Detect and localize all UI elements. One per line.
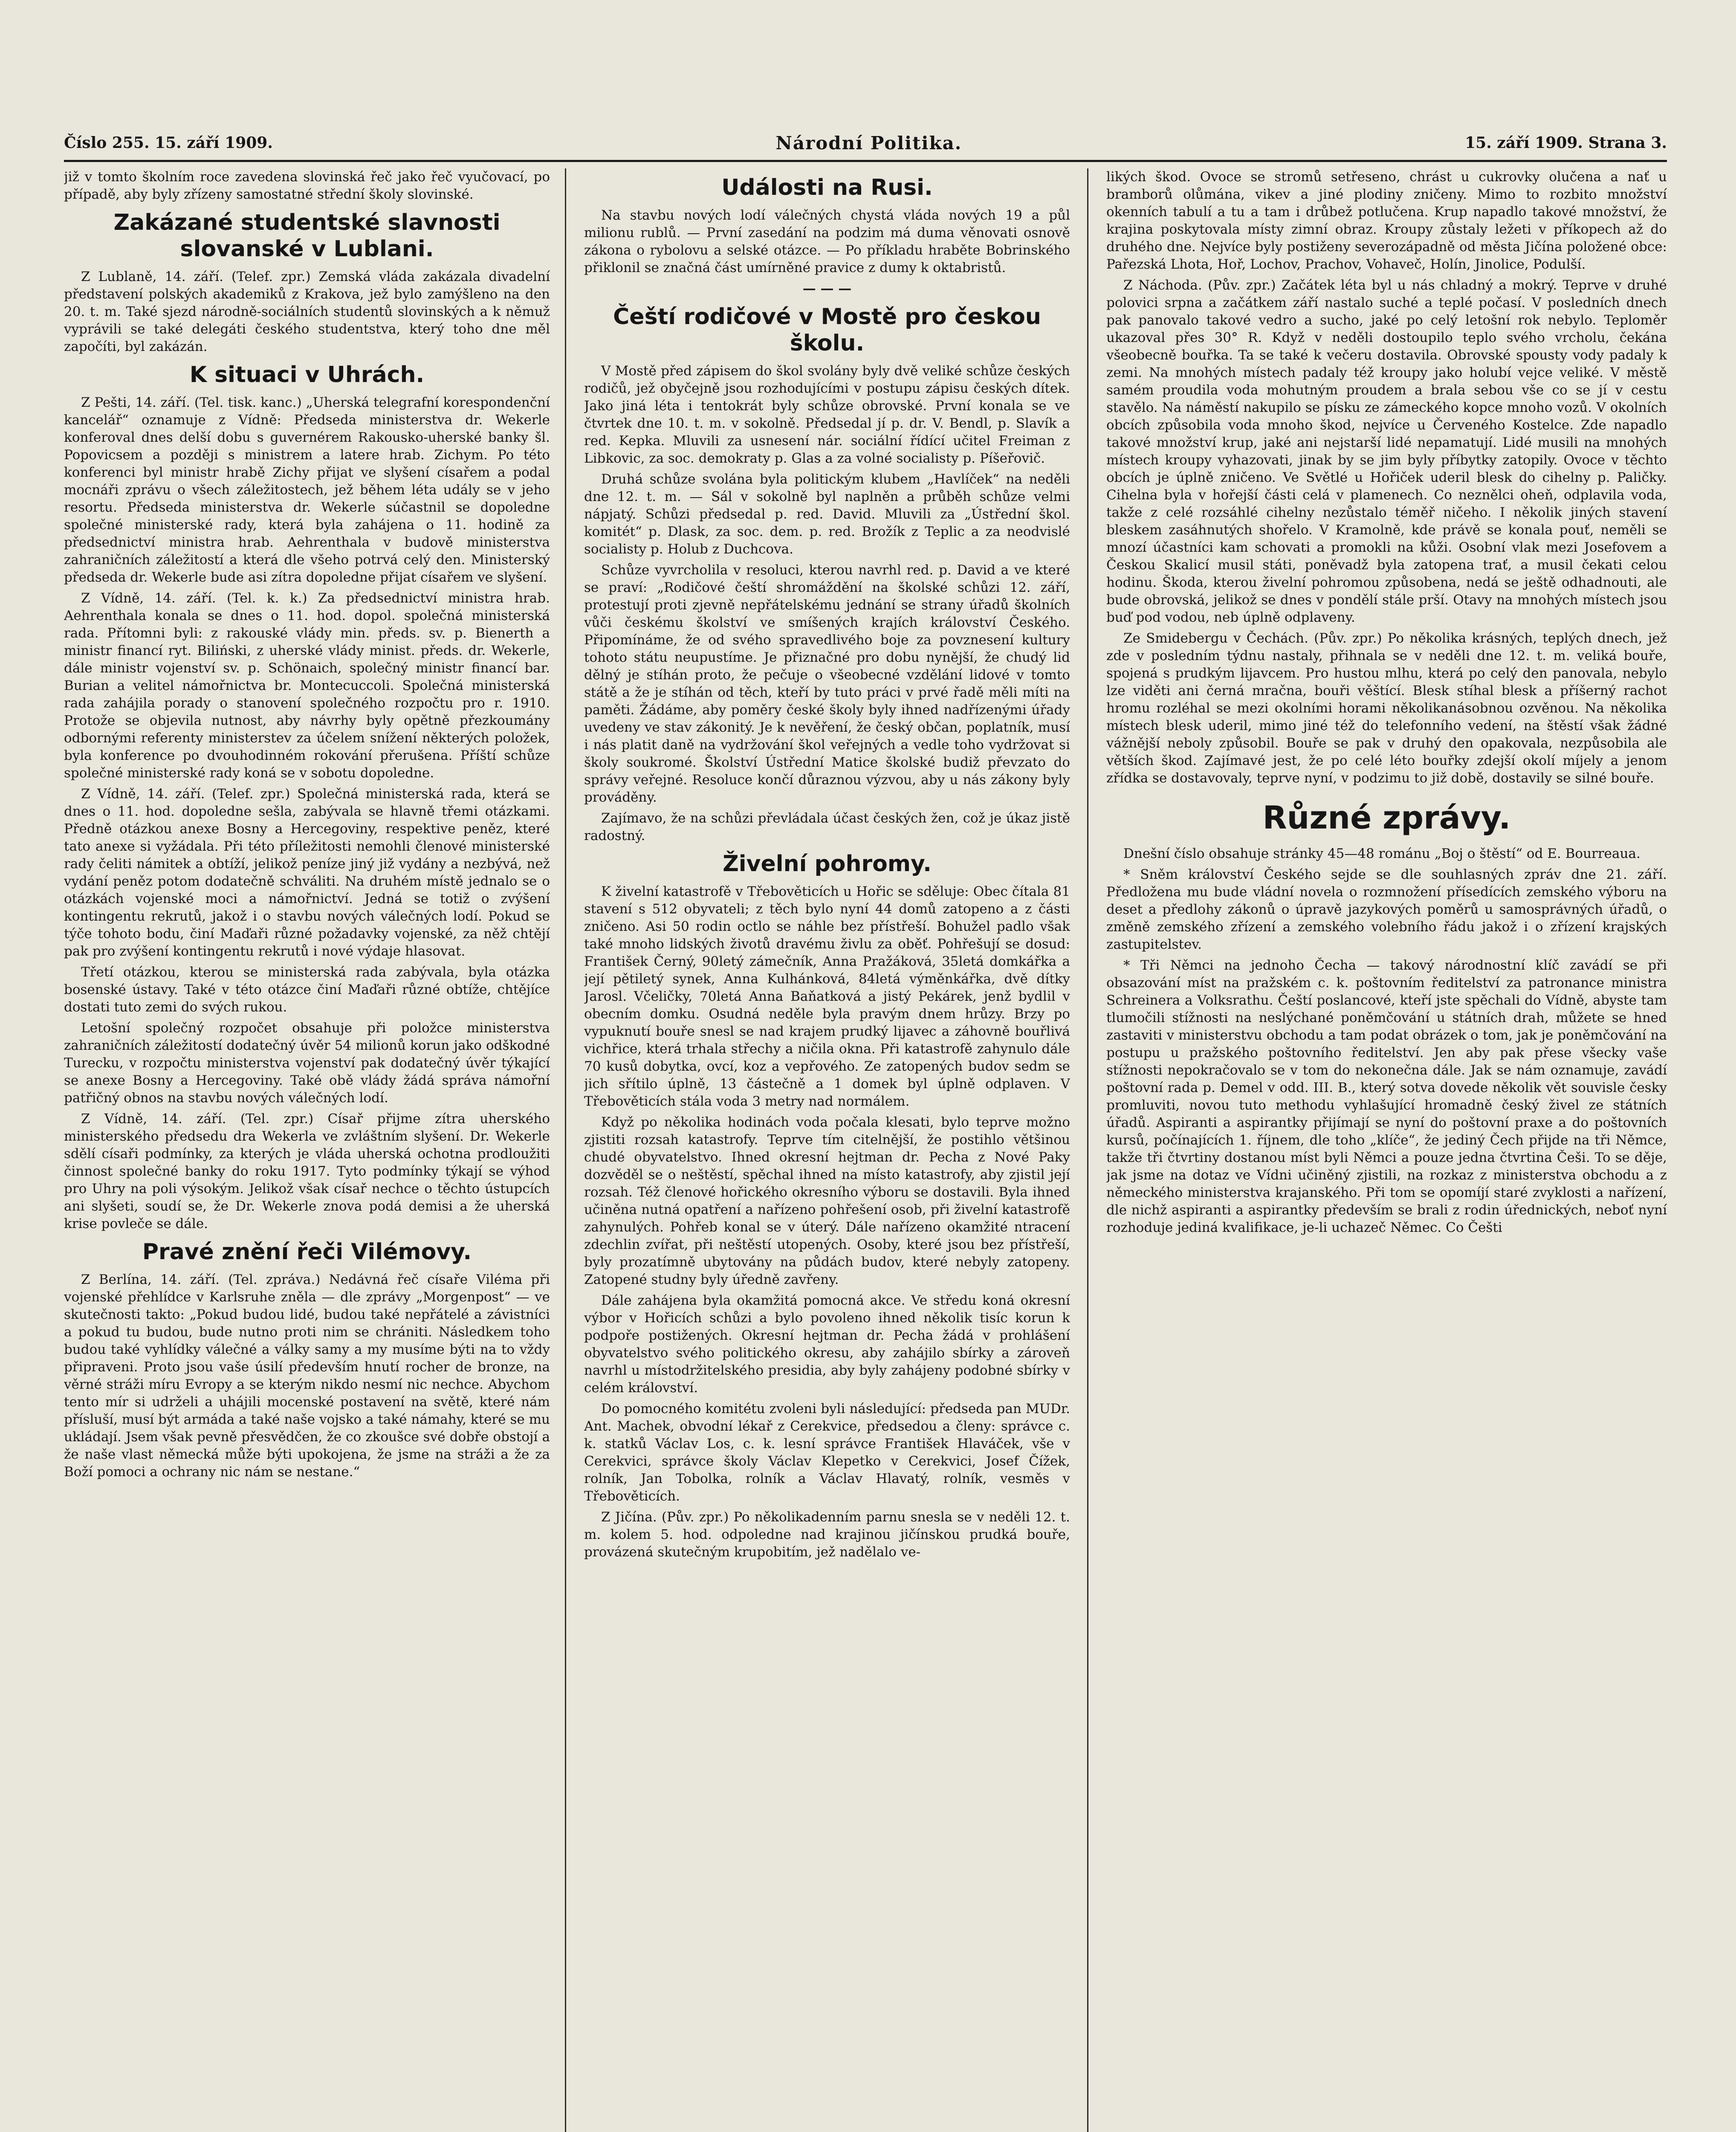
column-divider bbox=[1087, 168, 1088, 2132]
article-heading: Pravé znění řeči Vilémovy. bbox=[142, 1239, 472, 1265]
article-paragraph: Když po několika hodinách voda počala klesati, bylo teprve možno zjistiti rozsah katastrofy. Teprve tím citelnější, že postihlo většinou chudé obyvatelstvo. Ihned okresní hejtman dr. Pecha z Nové Paky dozvěděl se o neštěstí, spěchal ihned na místo katastrofy, aby zjistil její rozsah. Též členové hořického okresního výboru se dostavili. Byla ihned učiněna nutná opatření a nařízeno pohřešení osob, při živelní katastrofě zahynulých. Pohřeb konal se v úterý. Dále nařízeno okamžité ntracení zdechlin zvířat, při neštěstí utopených. Osoby, které jsou bez přístřeší, byly prozatímně ubytovány na půdách budov, které nebyly zatopeny. Zatopené studny byly úředně zavřeny. bbox=[584, 1115, 1070, 1287]
issue-number: Číslo 255. 15. září 1909. bbox=[64, 134, 273, 152]
article-heading: K situaci v Uhrách. bbox=[189, 362, 425, 388]
article-paragraph: V Mostě před zápisem do škol svolány byly dvě veliké schůze českých rodičů, jež obyčejně jsou rozhodujícími v postupu zápisu českých dítek. Jako jiná léta i tentokrát byly schůze obrovské. První konala se ve čtvrtek dne 10. t. m. v sokolně. Předsedal jí p. dr. V. Bendl, p. Slavík a red. Kepka. Mluvili za usnesení nár. sociální řídící učitel Freiman z Libkovic, za soc. demokraty p. Glas a za volné socialisty p. Píšeřovič. bbox=[584, 363, 1070, 466]
article-paragraph: Z Vídně, 14. září. (Tel. k. k.) Za předsednictví ministra hrab. Aehrenthala konala se dnes o 11. hod. dopol. společná ministerská rada. Přítomni byli: z rakouské vlády min. předs. sv. p. Bienerth a ministr financí ryt. Biliński, z uherské vlády minist. předs. dr. Wekerle, dále ministr vojenství sv. p. Schönaich, společný ministr financí bar. Burian a velitel námořnictva br. Montecuccoli. Společná ministerská rada zahájila porady o stanovení společného rozpočtu pro r. 1910. Protože se objevila nutnost, aby návrhy byly opětně přezkoumány odbornými referenty ministerstev za účelem snížení některých položek, byla konference po dvouhodinném rokování přerušena. Příští schůze společné ministerské rady koná se v sobotu dopoledne. bbox=[64, 591, 550, 781]
column-2 bbox=[584, 168, 1070, 2132]
newspaper-title: Národní Politika. bbox=[775, 132, 962, 154]
article-paragraph: již v tomto školním roce zavedena slovinská řeč jako řeč vyučovací, po případě, aby byly zřízeny samostatné střední školy slovinské. bbox=[64, 169, 550, 202]
article-paragraph: Dále zahájena byla okamžitá pomocná akce. Ve středu koná okresní výbor v Hořicích schůzi a bylo povoleno ihned několik tisíc korun k podpoře postižených. Okresní hejtman dr. Pecha žádá v prohlášení obyvatelstvo svého politického okresu, aby zahájilo sbírky a zároveň navrhl u místodržitelského presidia, aby byly zahájeny podobné sbírky v celém království. bbox=[584, 1293, 1070, 1396]
article-paragraph: Do pomocného komitétu zvoleni byli následující: předseda pan MUDr. Ant. Machek, obvodní lékař z Cerekvice, předsedou a členy: správce c. k. statků Václav Los, c. k. lesní správce František Hlaváček, vše v Cerekvici, správce školy Václav Klepetko v Cerekvici, Josef Čížek, rolník, Jan Tobolka, rolník a Václav Hlavatý, rolník, vesměs v Třebověticích. bbox=[584, 1401, 1070, 1504]
section-separator: — — — bbox=[802, 281, 852, 296]
article-paragraph: Z Pešti, 14. září. (Tel. tisk. kanc.) „Uherská telegrafní korespondenční kancelář“ oznamuje z Vídně: Předseda ministerstva dr. Wekerle konferoval dnes delší dobu s guvernérem Rakousko-uherské banky šl. Popovicsem a později s ministrem a latere hrab. Zichym. Po této konferenci byl ministr hrabě Zichy přijat ve slyšení císařem a podal mocnáři zprávu o všech záležitostech, jež během léta udály se v jeho resortu. Předseda ministerstva dr. Wekerle súčastnil se dopoledne společné ministerské rady, která byla zahájena o 11. hodině za předsednictví ministra hrab. Aehrenthala v budově ministerstva zahraničních záležitostí a která dle všeho potrvá celý den. Ministerský předseda dr. Wekerle bude asi zítra dopoledne přijat císařem ve slyšení. bbox=[64, 395, 550, 585]
article-paragraph: Ze Smidebergu v Čechách. (Pův. zpr.) Po několika krásných, teplých dnech, jež zde v posledním týdnu nastaly, přihnala se v neděli dne 12. t. m. veliká bouře, spojená s prudkým lijavcem. Pro hustou mlhu, která po celý den panovala, nebylo lze viděti ani černá mračna, bouři věštící. Blesk stíhal blesk a příšerný rachot hromu rozléhal se mezi okolními horami několikanásobnou ozvěnou. Na několika místech blesk uderil, mimo jiné též do telefonního vedení, na štěstí však žádné vážnější neboly způsobil. Bouře se pak v druhý den opakovala, nezpůsobila ale větších škod. Zajímavé jest, že po celé léto bouřky zdejší okolí míjely a jenom zřídka se dostavovaly, teprve nyní, v podzimu to již době, dostavily se silné bouře. bbox=[1106, 631, 1667, 786]
article-paragraph: likých škod. Ovoce se stromů setřeseno, chrást u cukrovky olučena a nať u bramborů olůmána, vikev a jiné plodiny zničeny. Mimo to rozbito množství okenních tabulí a tu a tam i drůbež potlučena. Krup napadlo takové množství, že krajina poskytovala místy zimní obraz. Kroupy zůstaly ležeti v příkopech až do druhého dne. Nejvíce byly postiženy severozápadně od města Jičína položené obce: Pařezská Lhota, Hoř, Lochov, Prachov, Vohaveč, Holín, Jinolice, Podulší. bbox=[1106, 169, 1667, 272]
article-paragraph: Z Vídně, 14. září. (Tel. zpr.) Císař přijme zítra uherského ministerského předsedu dra Wekerla ve zvláštním slyšení. Dr. Wekerle sdělí císaři podmínky, za kterých je vláda uherská ochotna prodloužiti činnost společné banky do roku 1917. Tyto podmínky týkají se výhod pro Uhry na poli výsokým. Jelikož však císař nechce o těchto ústupcích ani slyšeti, soudí se, že Dr. Wekerle znova podá demisi a že uherská krise povleče se dále. bbox=[64, 1111, 550, 1231]
article-paragraph: Z Lublaně, 14. září. (Telef. zpr.) Zemská vláda zakázala divadelní představení polských akademiků z Krakova, jež bylo zamýšleno na den 20. t. m. Také sjezd národně-sociálních studentů slovinských a k němuž vyprávili se také delegáti českého studentstva, který toho dne měl započíti, byl zakázán. bbox=[64, 269, 550, 354]
column-3 bbox=[1106, 168, 1667, 2132]
article-paragraph: Letošní společný rozpočet obsahuje při položce ministerstva zahraničních záležitostí dodatečný úvěr 54 milionů korun jako odškodné Turecku, v rozpočtu ministerstva vojenství pak dodatečný úvěr týkající se anexe Bosny a Hercegoviny. Také obě vlády žádá správa námořní patřičný obnos na stavbu nových válečných lodí. bbox=[64, 1020, 550, 1106]
article-paragraph: Na stavbu nových lodí válečných chystá vláda nových 19 a půl milionu rublů. — První zasedání na podzim má duma věnovati osnově zákona o rybolovu a selské otázce. — Po příkladu hraběte Bobrinského přiklonil se značná část umírněné pravice z dumy k oktabristů. bbox=[584, 208, 1070, 275]
article-paragraph: Z Náchoda. (Pův. zpr.) Začátek léta byl u nás chladný a mokrý. Teprve v druhé polovici srpna a začátkem září nastalo suché a teplé počasí. V posledních dnech pak panovalo takové vedro a sucho, jaké po celý letošní rok nebylo. Teploměr ukazoval přes 30° R. Když v neděli dostoupilo teplo svého vrcholu, čekána všeobecně bouřka. Ta se také k večeru dostavila. Obrovské spousty vody padaly k zemi. Na mnohých místech padaly též kroupy jako holubí vejce veliké. V městě samém proudila voda mohutným proudem a brala sebou vše co se jí v cestu stavělo. Na náměstí nakupilo se písku ze zámeckého kopce mnoho vozů. V okolních obcích způsobila voda mnoho škod, nejvíce u Červeného Kostelce. Zde napadlo takové množství krup, jaké ani nejstarší lidé nepamatují. Lidé musili na mnohých místech kroupy vyhazovati, jinak by se jim byly příbytky zatopily. Ovoce v těchto obcích je úplně zničeno. Ve Světlé u Hořiček uderil blesk do cihelny p. Paličky. Cihelna byla v hořejší části celá v plamenech. Co neznělci oheň, odplavila voda, takže z celé rozsáhlé cihelny nezůstalo téměř ničeho. I několik jiných stavení bleskem zasáhnutých shořelo. V Kramolně, kde právě se konala pouť, neměli se mnozí účastníci kam schovati a promokli na kůži. Osobní vlak mezi Josefovem a Českou Skalicí musil státi, poněvadž byla zatopena trať, a musil čekati celou hodinu. Škoda, kterou živelní pohromou způsobena, nedá se ještě odhadnouti, ale bude obrovská, jelikož se dnes v pondělí stále prší. Otavy na mnohých místech jsou buď pod vodou, neb úplně odplaveny. bbox=[1106, 278, 1667, 625]
column-divider bbox=[565, 168, 566, 2132]
section-heading: Různé zprávy. bbox=[1262, 800, 1511, 836]
article-paragraph: Z Berlína, 14. září. (Tel. zpráva.) Nedávná řeč císaře Viléma při vojenské přehlídce v Karlsruhe zněla — dle zprávy „Morgenpost“ — ve skutečnosti takto: „Pokud budou lidé, budou také nepřátelé a závistníci a pokud tu budou, bude nutno proti nim se chrániti. Následkem toho budou také vyhlídky válečné a války samy a my musíme býti na to vždy připraveni. Proto jsou vaše úsilí především hnutí rocher de bronze, na věrné stráži míru Evropy a se kterým nikdo nesmí nic nechce. Abychom tento mír si udrželi a uhájili mocenské postavení na světě, které nám přísluší, musí být armáda a také naše vojsko a také námahy, které se mu ukládají. Jsem však pevně přesvědčen, že co zkoušce své dobře obstojí a že naše vlast německá může býti upokojena, že jsme na stráži a že za Boží pomoci a ochrany nic nám se nestane.“ bbox=[64, 1272, 550, 1480]
article-paragraph: Schůze vyvrcholila v resoluci, kterou navrhl red. p. David a ve které se praví: „Rodičové čeští shromáždění na školské schůzi 12. září, protestují proti zjevně nepřátelskému jednání se strany úřadů školních vůči českému školství ve smíšených krajích království Českého. Připomínáme, že od svého spravedlivého boje za povznesení kultury tohoto státu neupustíme. Je přiznačné pro dobu nynější, že chudý lid dělný je stíhán proto, že pečuje o všeobecné vzdělání lidové v tomto státě a že je stíhán od těch, kteří by tuto práci v prvé řadě měli míti na paměti. Žádáme, aby poměry české školy byly ihned nadřízenými úřady uvedeny ve stav zákonitý. Je k nevěření, že český občan, poplatník, musí i nás platit daně na vydržování škol veřejných a vedle toho vydržovat si školy soukromé. Školství Ústřední Matice školské budiž převzato do správy veřejné. Resoluce končí důraznou výzvou, aby u nás zákony byly prováděny. bbox=[584, 562, 1070, 805]
article-paragraph: Z Jičína. (Pův. zpr.) Po několikadenním parnu snesla se v neděli 12. t. m. kolem 5. hod. odpoledne nad krajinou jičínskou prudká bouře, provázená skutečným krupobitím, jež nadělalo ve- bbox=[584, 1509, 1070, 1560]
article-paragraph: Dnešní číslo obsahuje stránky 45—48 románu „Boj o štěstí“ od E. Bourreaua. bbox=[1123, 846, 1641, 861]
article-paragraph: * Tři Němci na jednoho Čecha — takový národnostní klíč zavádí se při obsazování míst na pražském c. k. poštovním ředitelství za patronance ministra Schreinera a Volksrathu. Čeští poslancové, kteří jste spěchali do Vídně, abyste tam tlumočili stížnosti na neslýchané poněmčování u státních drah, můžete se hned zastaviti v ministerstvu obchodu a tam podat obrázek o tom, jak je poněmčování na postupu u pražského poštovního ředitelství. Jen aby pak přese všecky vaše stížnosti nepokračovalo se v tom do nekonečna dále. Jak se nám oznamuje, zavádí poštovní rada p. Demel v odd. III. B., který sotva dovede několik vět souvisle česky promluviti, novou tuto methodu vyhlašující hromadně český živel ze státních úřadů. Aspiranti a aspirantky přijímají se nyní do poštovní praxe a do poštovních kursů, počínajících 1. říjnem, dle toho „klíče“, že jediný Čech přijde na tři Němce, takže tři čtvrtiny dostanou míst byli Němci a pouze jedna čtvrtina Češi. To se děje, jak jsme na dotaz ve Vídni učiněný zjistili, na rozkaz z ministerstva obchodu a z německého ministerstva krajanského. Při tom se opomíjí staré zvyklosti a nařízení, dle nichž aspiranti a aspirantky především se brali z rodin úřednických, neboť nyní rozhoduje jediná kvalifikace, je-li uchazeč Němec. Co Češti bbox=[1106, 958, 1667, 1235]
article-paragraph: K živelní katastrofě v Třebověticích u Hořic se sděluje: Obec čítala 81 stavení s 512 obyvateli; z těch bylo nyní 44 domů zatopeno a z části zničeno. Asi 50 rodin octlo se náhle bez přístřeší. Bohužel padlo však také mnoho lidských životů dravému živlu za oběť. Pohřešují se dosud: František Černý, 90letý zámečník, Anna Pražáková, 35letá domkářka a její pětiletý synek, Anna Kulhánková, 84letá výměnkářka, dvě dítky Jarosl. Včeličky, 70letá Anna Baňatková a jistý Pekárek, jenž bydlil v obecním domku. Osudná neděle byla pravým dnem hrůzy. Brzy po vypuknutí bouře snesl se nad krajem prudký lijavec a záhovně bouřlivá vichřice, která trhala střechy a ničila okna. Při katastrofě zahynulo dále 70 kusů dobytka, ovcí, koz a vepřového. Ze zatopených budov sedm se jich sřítilo úplně, 13 částečně a 1 domek byl úplně odplaven. V Třebověticích stála voda 3 metry nad normálem. bbox=[584, 884, 1070, 1109]
article-heading: Živelní pohromy. bbox=[723, 851, 932, 877]
page-number: 15. září 1909. Strana 3. bbox=[1465, 134, 1667, 152]
header-rule bbox=[64, 160, 1667, 162]
article-paragraph: Druhá schůze svolána byla politickým klubem „Havlíček“ na neděli dne 12. t. m. — Sál v sokolně byl naplněn a průběh schůze velmi nápjatý. Schůzi předsedal p. red. David. Mluvili za „Ústřední škol. komitét“ p. Dlask, za soc. dem. p. red. Brožík z Teplic a za neodvislé socialisty p. Holub z Duchcova. bbox=[584, 472, 1070, 557]
article-heading: Čeští rodičové v Mostě pro českou školu. bbox=[613, 304, 1041, 356]
article-paragraph: * Sněm království Českého sejde se dle souhlasných zpráv dne 21. září. Předložena mu bude vládní novela o rozmnožení přísedících zemského výboru na deset a předlohy zákonů o úpravě jazykových poměrů u samosprávných úřadů, o změně zemského zřízení a zemského volebního řádu jakož i o zřízení krajských zastupitelstev. bbox=[1106, 867, 1667, 952]
page-header bbox=[64, 128, 1667, 158]
column-1 bbox=[64, 168, 550, 2132]
article-heading: Události na Rusi. bbox=[721, 175, 933, 200]
article-paragraph: Zajímavo, že na schůzi převládala účast českých žen, což je úkaz jistě radostný. bbox=[584, 811, 1070, 843]
article-heading: Zakázané studentské slavnosti slovanské v Lublani. bbox=[113, 210, 501, 262]
article-paragraph: Z Vídně, 14. září. (Telef. zpr.) Společná ministerská rada, která se dnes o 11. hod. dopoledne sešla, zabývala se hlavně třemi otázkami. Předně otázkou anexe Bosny a Hercegoviny, respektive peněz, které tato anexe si vyžádala. Při této příležitosti nemohli členové ministerské rady čeliti námitek a obtíží, jelikož peníze jiný již vydány a nezbývá, než vydání peněz potom dodatečně schváliti. Na druhém místě jednalo se o otázkách vojenské moci a námořnictví. Jedná se totiž o zvýšení kontingentu rekrutů, jakož i o stavbu nových válečných lodí. Pokud se týče tohoto bodu, činí Maďaři různé požadavky vojenské, za něž chtějí pak pro zvýšení kontingentu rekrutů i nové výdaje hlasovat. bbox=[64, 786, 550, 959]
article-paragraph: Třetí otázkou, kterou se ministerská rada zabývala, byla otázka bosenské ústavy. Také v této otázce činí Maďaři různé obtíže, chtějíce dostati tuto zemi do svých rukou. bbox=[64, 965, 550, 1015]
